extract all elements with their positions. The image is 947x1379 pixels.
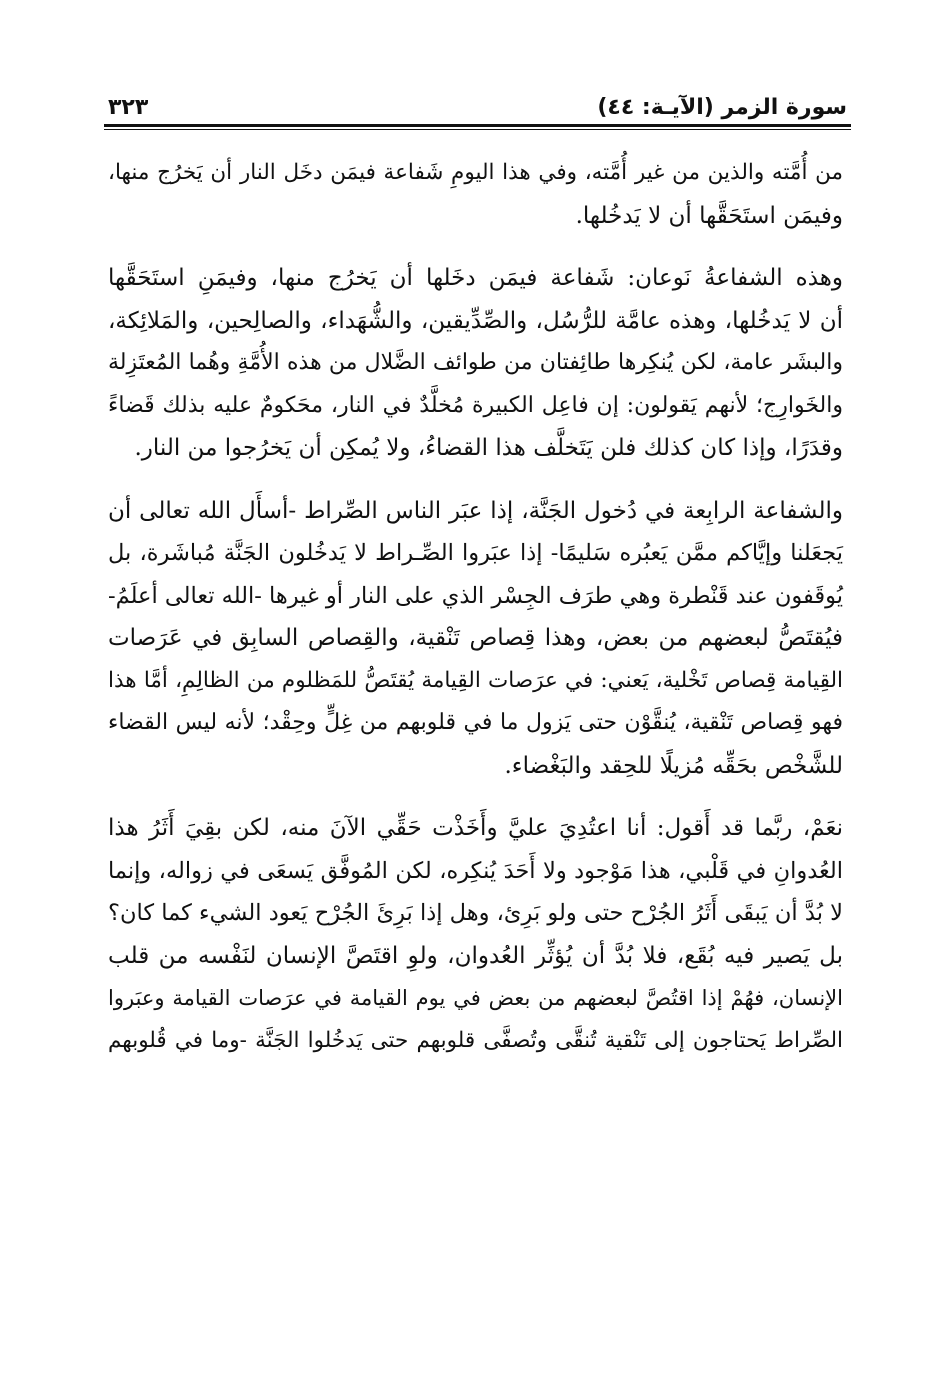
text-line: وقدَرًا، وإذا كان كذلك فلن يَتَخلَّف هذا القضاءُ، ولا يُمكِن أن يَخرُجوا من النار.	[134, 435, 843, 461]
page-number: ٣٢٣	[108, 95, 149, 120]
text-line: يُوقَفون عند قَنْطرة وهي طرَف الجِسْر الذي على النار أو غيرها -الله تعالى أعلَمُ-	[108, 582, 843, 609]
header-divider-thin	[104, 129, 851, 130]
text-line: لا بُدَّ أن يَبقَى أَثَرُ الجُرْح حتى ولو بَرِئ، وهل إذا بَرِئَ الجُرْح يَعود الشيء كما كان؟	[108, 900, 843, 926]
text-line: يَجعَلنا وإيَّاكم ممَّن يَعبُره سَليمًا- إذا عبَروا الصِّـراط لا يَدخُلون الجَنَّة مُباشَرة، بل	[108, 540, 843, 566]
text-line: أن لا يَدخُلها، وهذه عامَّة للرُّسُل، والصِّدِّيقين، والشُّهَداء، والصالِحين، والمَلائِكة،	[108, 307, 843, 334]
paragraph-1	[108, 152, 843, 237]
text-line: وهذه الشفاعةُ نَوعان: شَفاعة فيمَن دخَلها أن يَخرُج منها، وفيمَنِ استَحَقَّها	[108, 265, 843, 291]
text-line: للشَّخْص بحَقِّه مُزيلًا للحِقد والبَغْضاء.	[504, 752, 843, 779]
text-line: القِيامة قِصاص تَخْلية، يَعني: في عرَصات القِيامة يُقتَصُّ للمَظلوم من الظالِمِ، أمَّا هذا	[108, 667, 843, 693]
text-line: والشفاعة الرابِعة في دُخول الجَنَّة، إذا عبَر الناس الصِّراط -أسأَل الله تعالى أن	[108, 497, 843, 524]
running-header	[108, 86, 847, 122]
text-line: الإنسان، فهُمْ إذا اقتُصَّ لبعضهم من بعض في يوم القيامة في عرَصات القيامة وعبَروا	[108, 986, 843, 1010]
surah-title: سورة الزمر (الآيـة: ٤٤)	[597, 95, 847, 120]
page-body	[108, 152, 843, 1082]
header-divider	[104, 124, 851, 127]
text-line: والخَوارِج؛ لأنهم يَقولون: إن فاعِل الكبيرة مُخلَّدٌ في النار، محَكومٌ عليه بذلك قَضاءً	[108, 392, 843, 418]
paragraph-4	[108, 807, 843, 1062]
text-line: فيُقتَصُّ لبعضهم من بعض، وهذا قِصاص تَنْقية، والقِصاص السابِق في عَرَصات	[108, 625, 843, 651]
paragraph-2	[108, 257, 843, 470]
text-line: فهو قِصاص تَنْقية، يُنقَّوْن حتى يَزول ما في قلوبهم من غِلٍّ وحِقْد؛ لأنه ليس القضاء	[108, 710, 843, 735]
text-line: وفيمَن استَحَقَّها أن لا يَدخُلها.	[575, 202, 843, 229]
text-line: نعَمْ، ربَّما قد أَقول: أنا اعتُدِيَ عليَّ وأَخَذْت حَقِّي الآنَ منه، لكن بقِيَ أَثَرُ هذا	[108, 815, 843, 841]
text-line: العُدوانِ في قَلْبي، هذا مَوْجود ولا أَحَدَ يُنكِره، لكن المُوفَّق يَسعَى في زواله، وإنما	[108, 857, 843, 884]
text-line: والبشَر عامة، لكن يُنكِرها طائِفتان من طوائف الضَّلال من هذه الأُمَّةِ وهُما المُعتَزِلة	[108, 350, 843, 375]
text-line: الصِّراط يَحتاجون إلى تَنْقية تُنقَّى وتُصفَّى قلوبهم حتى يَدخُلوا الجَنَّة -وما في قُلوبهم	[108, 1027, 843, 1053]
paragraph-3	[108, 490, 843, 788]
text-line: بل يَصير فيه بُقَع، فلا بُدَّ أن يُؤثِّر العُدوان، ولوِ اقتَصَّ الإنسان لنَفْسه من قلب	[108, 942, 843, 969]
text-line: من أُمَّته والذين من غير أُمَّته، وفي هذا اليومِ شَفاعة فيمَن دخَل النار أن يَخرُج منها،	[108, 160, 843, 185]
